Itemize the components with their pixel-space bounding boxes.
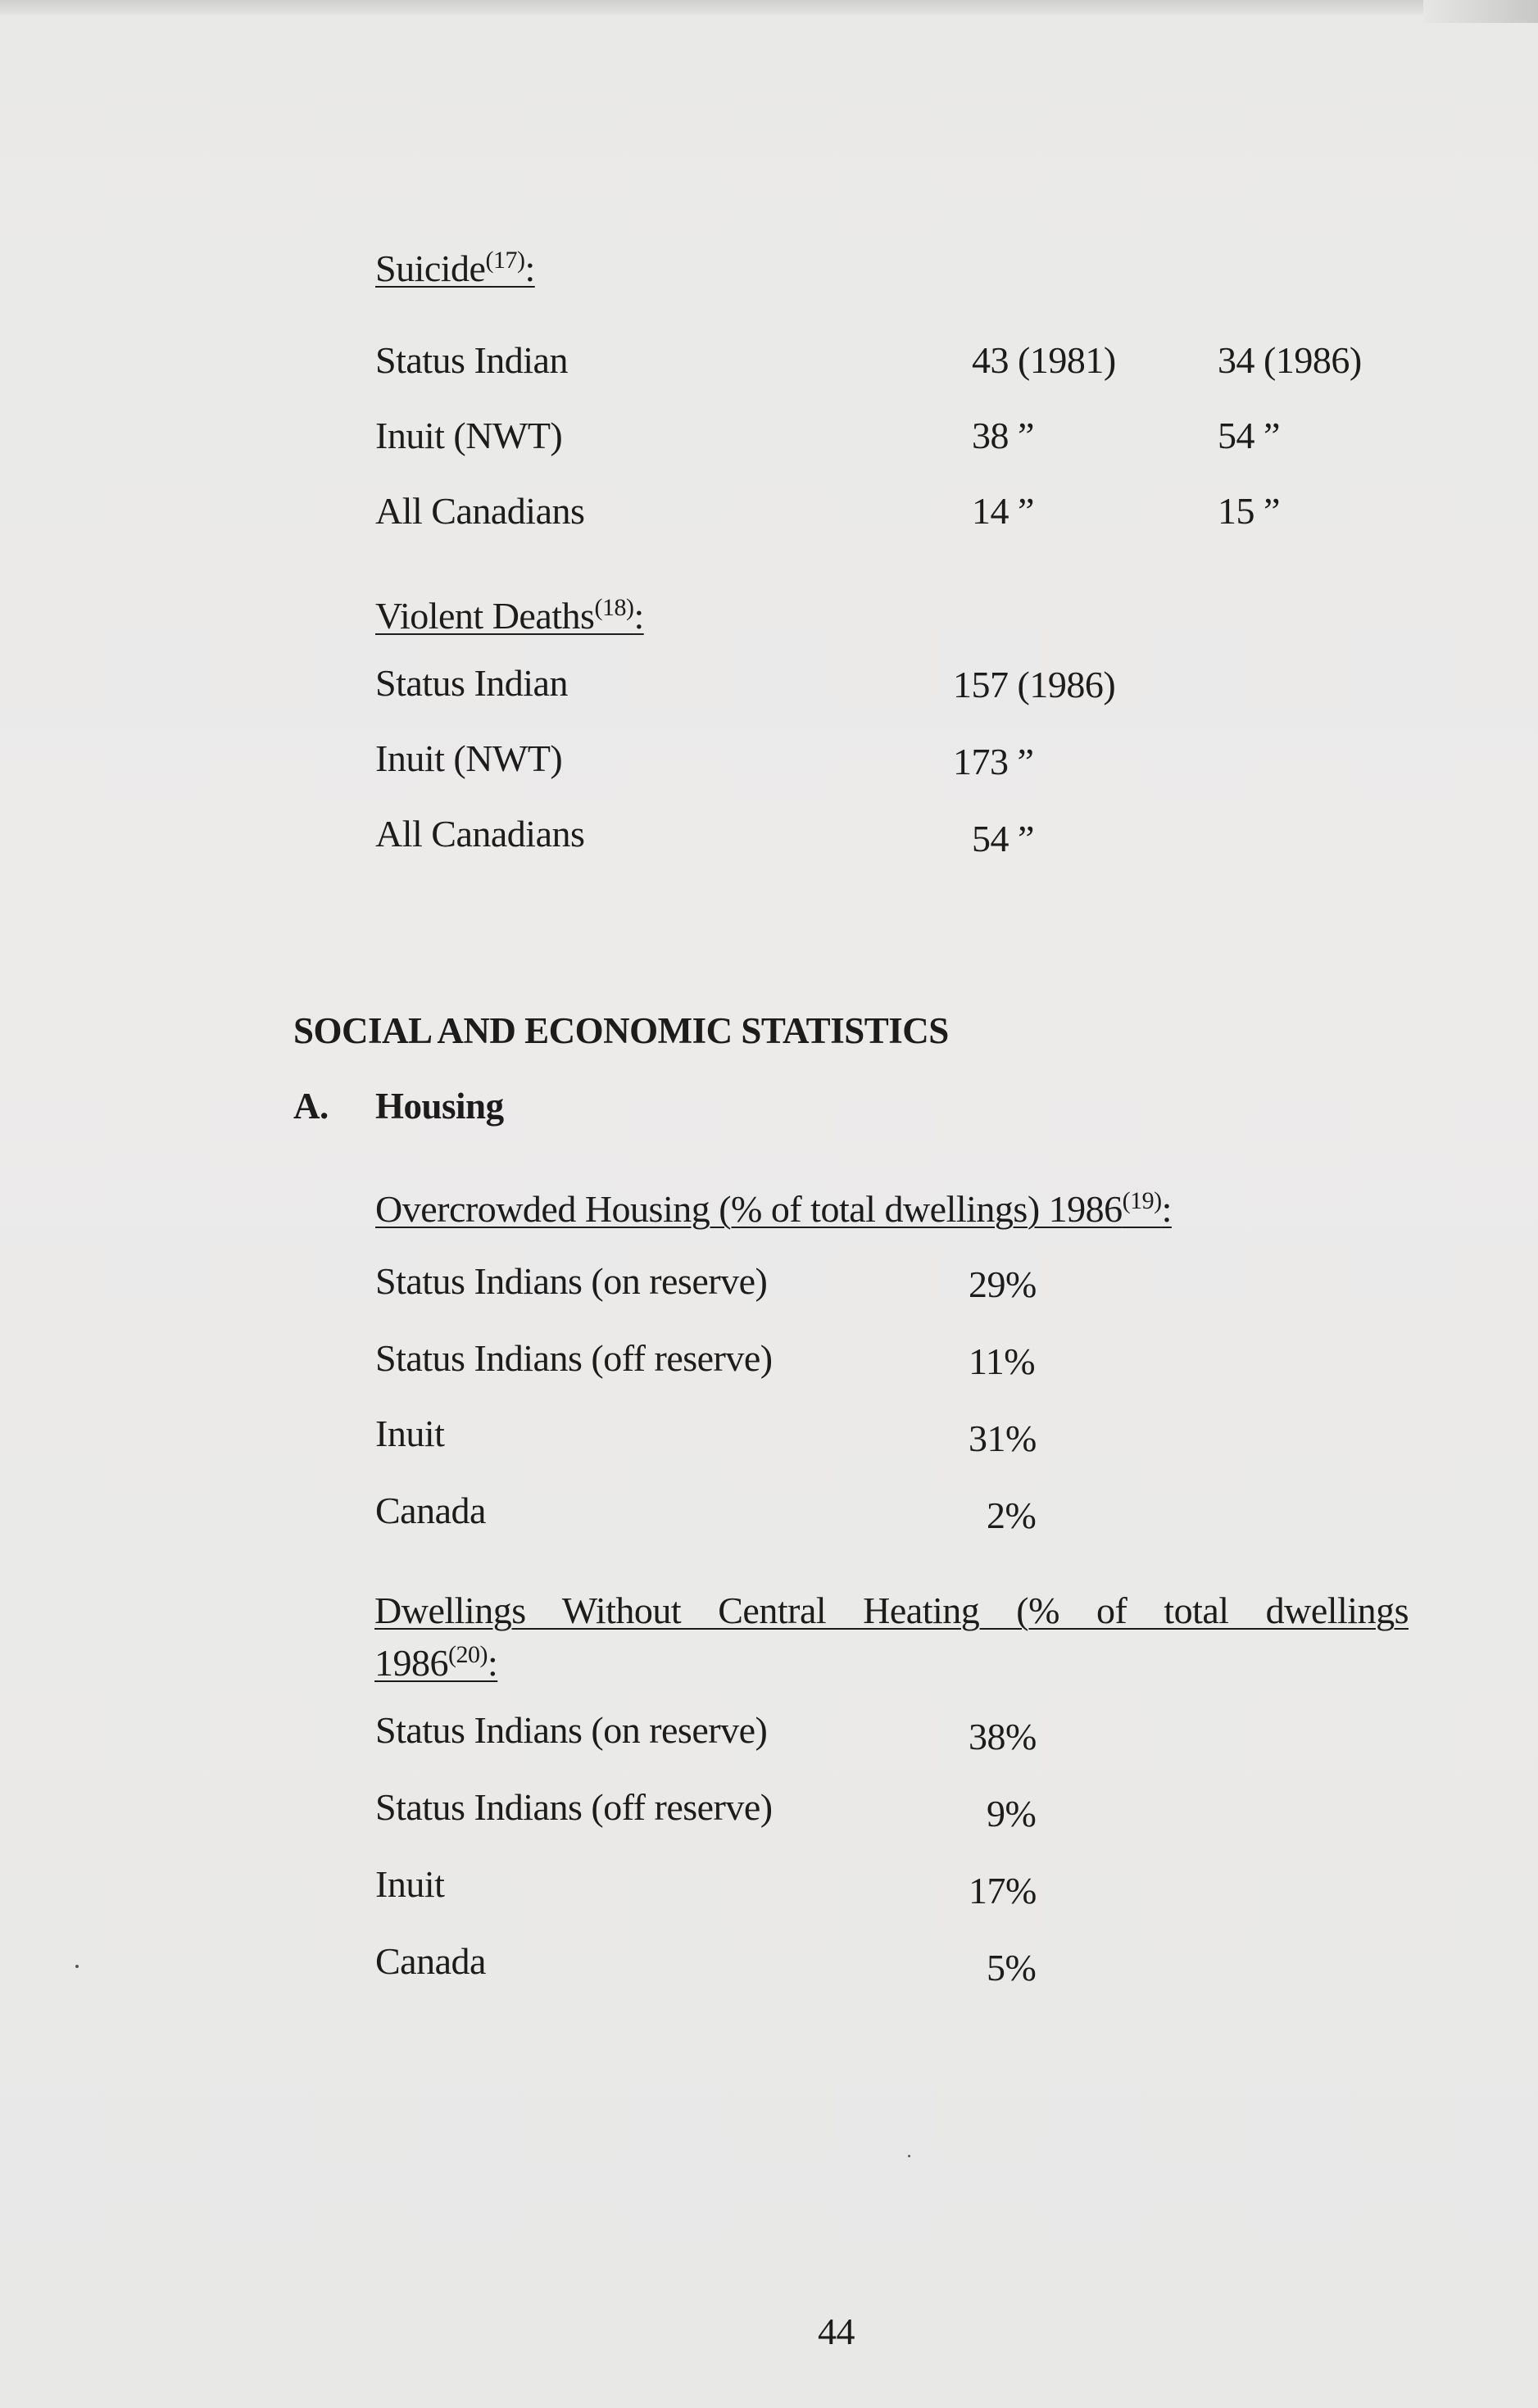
heating-row-label: Status Indians (off reserve) xyxy=(375,1786,773,1828)
overcrowded-row-value: 11% xyxy=(969,1340,1036,1382)
violent-deaths-row-label: All Canadians xyxy=(375,813,585,855)
suicide-row-value-1986: 54 ” xyxy=(1218,415,1280,456)
suicide-row-label: Inuit (NWT) xyxy=(375,415,563,456)
heating-note: (20) xyxy=(448,1641,488,1668)
suicide-row-value-1986: 34 (1986) xyxy=(1218,339,1362,381)
heating-row-value: 9% xyxy=(987,1793,1037,1834)
heating-heading-line1: Dwellings Without Central Heating (% of total dwellings xyxy=(374,1589,1409,1631)
suicide-row-value-1986: 15 ” xyxy=(1218,490,1280,532)
heating-row-label: Inuit xyxy=(375,1863,445,1905)
heating-row-label: Status Indians (on reserve) xyxy=(375,1709,768,1751)
overcrowded-note: (19) xyxy=(1122,1187,1162,1214)
overcrowded-row-value: 29% xyxy=(969,1263,1037,1305)
violent-deaths-heading: Violent Deaths$^{(18)}$: xyxy=(375,594,644,637)
heating-heading-line2: 1986$^{(20)}$: xyxy=(374,1641,498,1684)
suicide-row-label: All Canadians xyxy=(375,490,585,532)
overcrowded-row-value: 31% xyxy=(969,1417,1037,1459)
heating-row-value: 38% xyxy=(969,1716,1037,1757)
suicide-row-value-1981: 14 ” xyxy=(972,490,1034,532)
paper-speck xyxy=(908,2155,910,2157)
overcrowded-row-label: Status Indians (off reserve) xyxy=(375,1337,773,1379)
overcrowded-row-label: Canada xyxy=(375,1490,486,1531)
page-corner xyxy=(1423,0,1538,23)
suicide-heading: Suicide$^{(17)}$: xyxy=(375,247,535,289)
housing-title: Housing xyxy=(375,1086,504,1127)
overcrowded-row-value: 2% xyxy=(987,1494,1037,1536)
violent-deaths-row-value: 157 (1986) xyxy=(953,664,1116,705)
violent-deaths-row-value: 173 ” xyxy=(953,741,1034,782)
section-title: SOCIAL AND ECONOMIC STATISTICS xyxy=(293,1010,949,1051)
violent-deaths-row-value: 54 ” xyxy=(972,818,1034,859)
suicide-row-label: Status Indian xyxy=(375,339,568,381)
suicide-note: (17) xyxy=(485,247,525,274)
suicide-row-value-1981: 43 (1981) xyxy=(972,339,1116,381)
violent-deaths-note: (18) xyxy=(594,594,634,621)
heating-row-label: Canada xyxy=(375,1940,486,1982)
page-top-edge xyxy=(0,0,1538,15)
heating-row-value: 17% xyxy=(969,1870,1037,1911)
overcrowded-row-label: Inuit xyxy=(375,1413,445,1454)
page-number: 44 xyxy=(818,2311,855,2352)
housing-letter: A. xyxy=(293,1086,329,1127)
overcrowded-row-label: Status Indians (on reserve) xyxy=(375,1260,768,1302)
heating-row-value: 5% xyxy=(987,1947,1037,1989)
violent-deaths-row-label: Status Indian xyxy=(375,662,568,704)
overcrowded-heading: Overcrowded Housing (% of total dwellings) 1986$^{(19)}$: xyxy=(375,1187,1172,1230)
paper-speck xyxy=(75,1965,79,1968)
suicide-row-value-1981: 38 ” xyxy=(972,415,1034,456)
violent-deaths-row-label: Inuit (NWT) xyxy=(375,737,563,779)
